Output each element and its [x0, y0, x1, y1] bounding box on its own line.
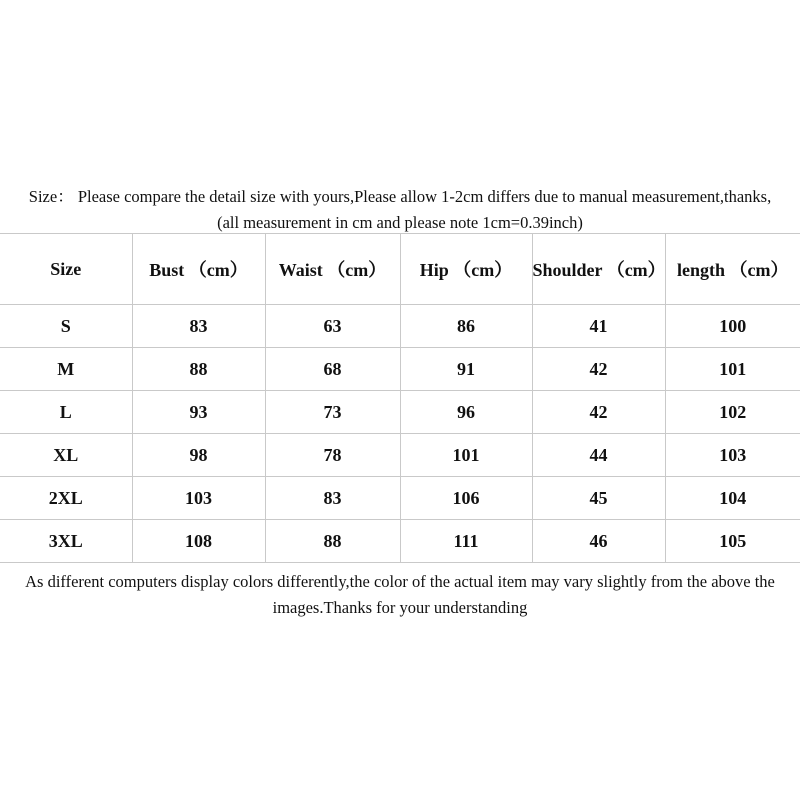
size-value-cell: 102: [665, 391, 800, 434]
header-cell-bust: Bust （cm）: [132, 234, 265, 305]
size-value-cell: 105: [665, 520, 800, 563]
size-value-cell: 45: [532, 477, 665, 520]
size-table-body: [0, 305, 800, 563]
color-disclaimer-note: As different computers display colors differently,the color of the actual item may vary slightly from the above the images.Thanks for your understanding: [25, 572, 775, 617]
header-cell-length: length （cm）: [665, 234, 800, 305]
size-label-cell: 3XL: [0, 520, 132, 563]
size-value-cell: 88: [265, 520, 400, 563]
size-value-cell: 73: [265, 391, 400, 434]
size-value-cell: 91: [400, 348, 532, 391]
header-cell-shoulder: Shoulder （cm）: [532, 234, 665, 305]
size-value-cell: 63: [265, 305, 400, 348]
size-chart-table: [0, 233, 800, 563]
table-row: [0, 520, 800, 563]
size-value-cell: 46: [532, 520, 665, 563]
size-value-cell: 103: [132, 477, 265, 520]
size-value-cell: 98: [132, 434, 265, 477]
size-value-cell: 44: [532, 434, 665, 477]
size-value-cell: 78: [265, 434, 400, 477]
table-header-row: [0, 234, 800, 305]
measurement-note: Size： Please compare the detail size with yours,Please allow 1-2cm differs due to manual measurement,thanks,(all measurement in cm and please note 1cm=0.39inch): [28, 187, 772, 232]
size-value-cell: 108: [132, 520, 265, 563]
table-row: [0, 477, 800, 520]
size-label-cell: XL: [0, 434, 132, 477]
table-row: [0, 391, 800, 434]
size-value-cell: 96: [400, 391, 532, 434]
table-row: [0, 348, 800, 391]
size-value-cell: 93: [132, 391, 265, 434]
size-value-cell: 100: [665, 305, 800, 348]
size-value-cell: 101: [665, 348, 800, 391]
size-value-cell: 106: [400, 477, 532, 520]
size-value-cell: 101: [400, 434, 532, 477]
size-value-cell: 41: [532, 305, 665, 348]
table-row: [0, 434, 800, 477]
header-cell-hip: Hip （cm）: [400, 234, 532, 305]
size-value-cell: 104: [665, 477, 800, 520]
size-label-cell: S: [0, 305, 132, 348]
size-value-cell: 111: [400, 520, 532, 563]
size-value-cell: 83: [265, 477, 400, 520]
table-row: [0, 305, 800, 348]
size-value-cell: 68: [265, 348, 400, 391]
size-label-cell: M: [0, 348, 132, 391]
header-cell-size: Size: [0, 234, 132, 305]
size-value-cell: 42: [532, 348, 665, 391]
size-value-cell: 42: [532, 391, 665, 434]
size-label-cell: L: [0, 391, 132, 434]
size-label-cell: 2XL: [0, 477, 132, 520]
size-value-cell: 103: [665, 434, 800, 477]
size-value-cell: 86: [400, 305, 532, 348]
size-value-cell: 83: [132, 305, 265, 348]
size-value-cell: 88: [132, 348, 265, 391]
header-cell-waist: Waist （cm）: [265, 234, 400, 305]
